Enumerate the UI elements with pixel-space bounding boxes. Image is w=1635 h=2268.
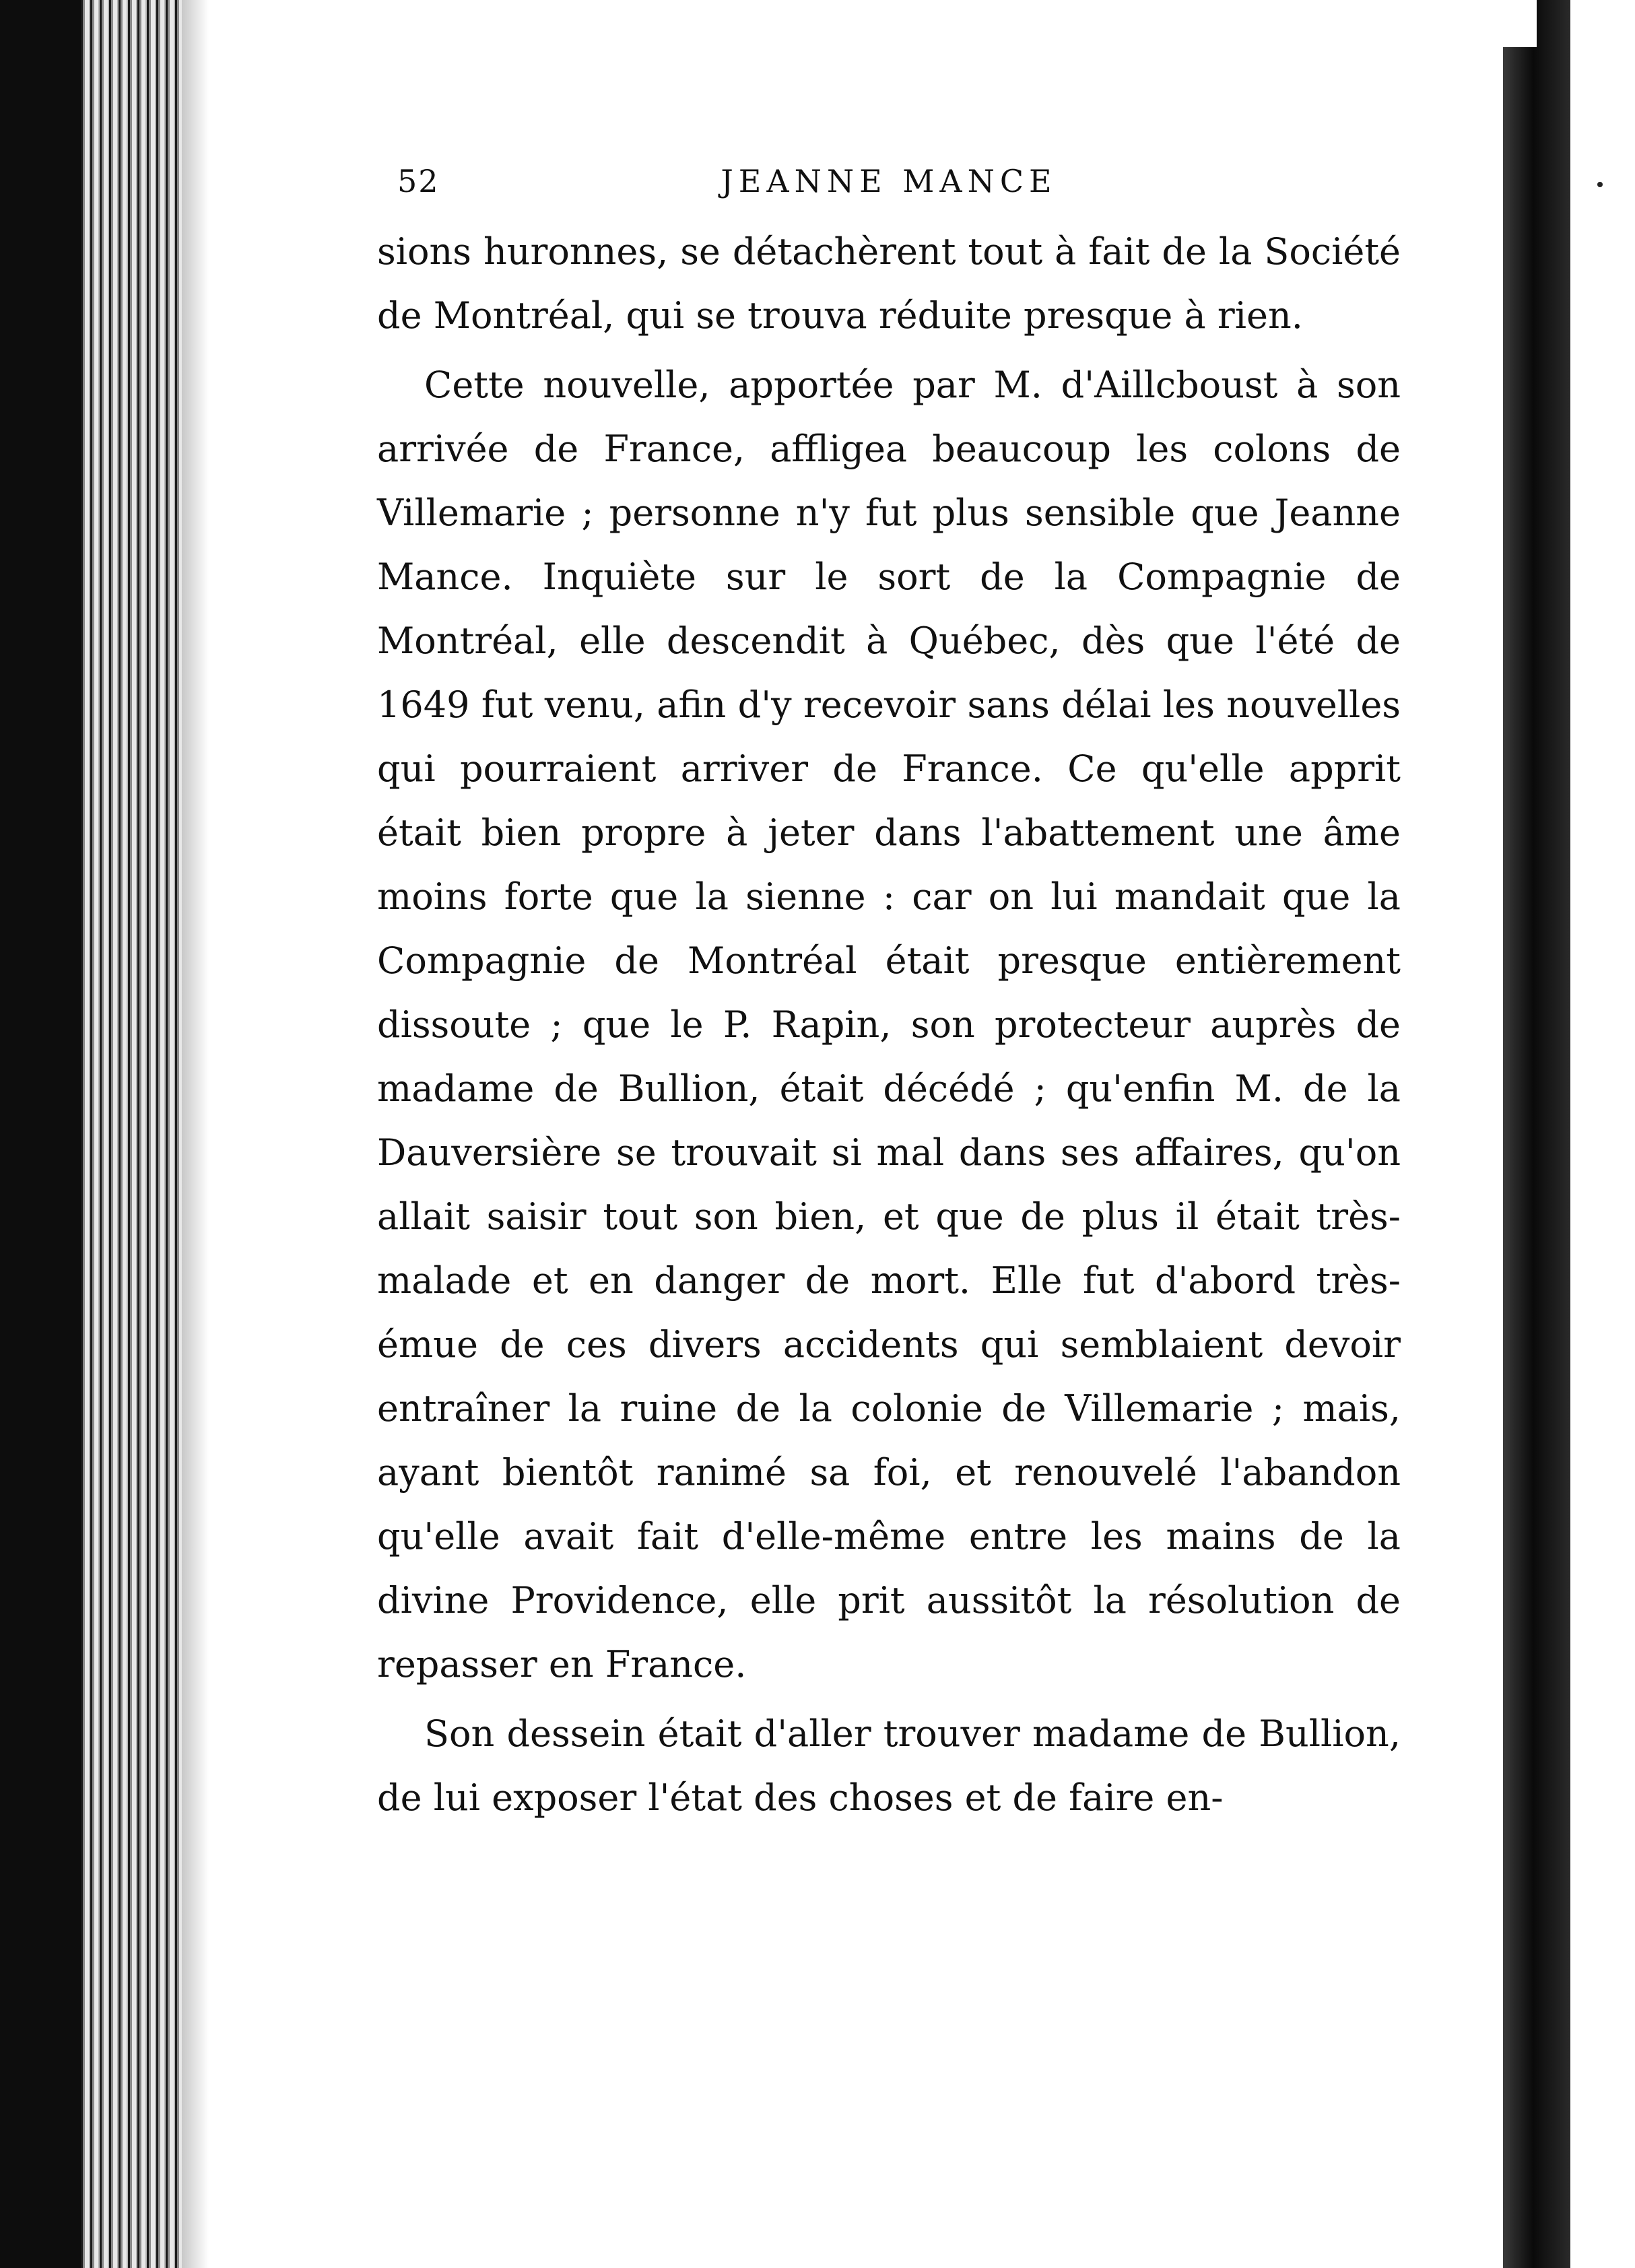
dust-speck [1597, 182, 1603, 187]
running-head [377, 155, 1401, 220]
gutter-shadow [182, 0, 209, 2268]
body-text [377, 220, 1401, 1830]
paragraph: Son dessein était d'aller trouver madame de Bullion, de lui exposer l'état des choses et de faire en- [377, 1712, 1401, 1819]
book-page-edges [81, 0, 182, 2268]
scanner-border-notch [1503, 0, 1537, 47]
scanner-border-left [0, 0, 81, 2268]
page-content [377, 155, 1401, 1830]
scanner-border-right [1503, 0, 1570, 2268]
running-title: JEANNE MANCE [721, 163, 1057, 199]
paragraph-continued: sions huronnes, se détachèrent tout à fait de la Société de Montréal, qui se trouva réduite presque à rien. [377, 230, 1401, 337]
paragraph: Cette nouvelle, apportée par M. d'Aillcboust à son arrivée de France, affligea beaucoup les colons de Villemarie ; personne n'y fut plus sensible que Jeanne Mance. Inquiète sur le sort de la Compagnie de Montréal, elle descendit à Québec, dès que l'été de 1649 fut venu, afin d'y recevoir sans délai les nouvelles qui pourraient arriver de France. Ce qu'elle apprit était bien propre à jeter dans l'abattement une âme moins forte que la sienne : car on lui mandait que la Compagnie de Montréal était presque entièrement dissoute ; que le P. Rapin, son protecteur auprès de madame de Bullion, était décédé ; qu'enfin M. de la Dauversière se trouvait si mal dans ses affaires, qu'on allait saisir tout son bien, et que de plus il était très-malade et en danger de mort. Elle fut d'abord très-émue de ces divers accidents qui semblaient devoir entraîner la ruine de la colonie de Villemarie ; mais, ayant bientôt ranimé sa foi, et renouvelé l'abandon qu'elle avait fait d'elle-même entre les mains de la divine Providence, elle prit aussitôt la résolution de repasser en France. [377, 364, 1401, 1686]
page-number: 52 [397, 163, 440, 199]
